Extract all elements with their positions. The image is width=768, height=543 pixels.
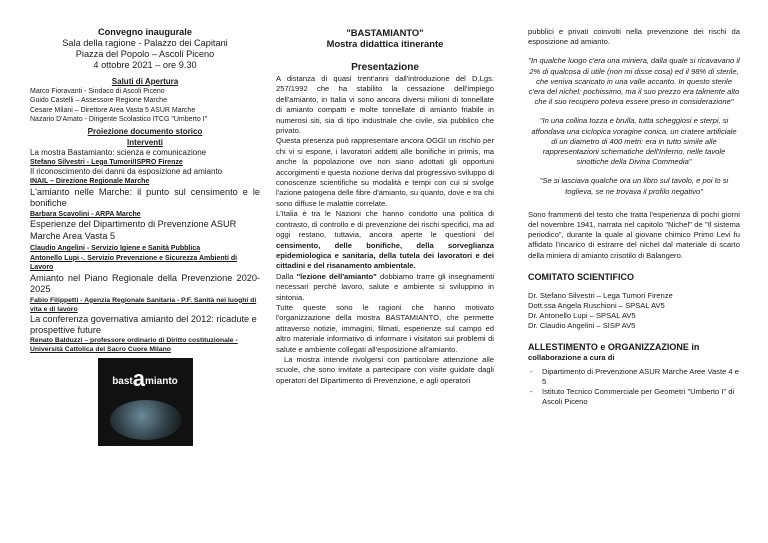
comitato-member: Dr. Stefano Silvestri – Lega Tumori Firenze bbox=[528, 290, 673, 300]
intervento-topic: La conferenza governativa amianto del 2012: ricadute e prospettive future bbox=[30, 313, 257, 336]
exhibit-title: "BASTAMIANTO" bbox=[346, 27, 424, 38]
intro-text: pubblici e privati coinvolti nella prevenzione dei rischi da esposizione ad amianto. bbox=[528, 27, 740, 47]
event-datetime: 4 ottobre 2021 – ore 9.30 bbox=[93, 60, 197, 70]
intervento-speaker: Claudio Angelini - Servizio Igiene e Sanità Pubblica bbox=[30, 245, 201, 253]
bastamianto-logo bbox=[98, 358, 193, 446]
intervento-topic: Esperienze del Dipartimento di Prevenzione ASUR Marche Area Vasta 5 bbox=[30, 219, 237, 241]
comitato-list bbox=[528, 291, 740, 332]
saluti-item: Nazario D'Amato - Dirigente Scolastico ITCG "Umberto I" bbox=[30, 116, 208, 124]
saluti-heading: Saluti di Apertura bbox=[111, 77, 179, 86]
levi-quote: "In una collina tozza e brulla, tutta scheggiosi e sterpi, si affondava una ciclopica voragine conica, un cratere artificiale di un diametro di 400 metri: era in tutto simile alle rappresentazioni schematiche dell'Inferno, nelle tavole sinottiche della Divina Commedia" bbox=[531, 116, 737, 167]
saluti-item: Cesare Milani – Direttore Area Vasta 5 ASUR Marche bbox=[30, 106, 196, 114]
intervento-speaker: Antonello Lupi -. Servizio Prevenzione e Sicurezza Ambienti di Lavoro bbox=[30, 254, 238, 272]
event-address: Piazza del Popolo – Ascoli Piceno bbox=[75, 49, 215, 59]
exhibit-subtitle: Mostra didattica itinerante bbox=[326, 38, 444, 49]
paragraph: Sono frammenti del testo che tratta l'esperienza di pochi giorni del novembre 1941, narrata nel capitolo "Nichel" de "Il sistema periodico", durante la quale al giovane chimico Primo Levi fu affidato l'incarico di estrarre del nichel dal materiale di scarto della miniera di amianto crisotilo di Balangero. bbox=[528, 209, 740, 260]
saluti-list bbox=[30, 87, 260, 125]
section-title: Presentazione bbox=[351, 62, 419, 73]
intervento-topic: Amianto nel Piano Regionale della Prevenzione 2020-2025 bbox=[30, 272, 260, 295]
interventi-list bbox=[30, 148, 260, 355]
event-title: Convegno inaugurale bbox=[98, 27, 192, 37]
intervento-speaker: Stefano Silvestri - Lega Tumori/ISPRO Firenze bbox=[30, 158, 183, 166]
paragraph: Tutte queste sono le ragioni che hanno motivato l'organizzazione della mostra BASTAMIANTO, che permette attraverso notizie, immagini, filmati, esperienze sul campo ed altro materiale informativo di informare i visitatori sui problemi di salute e ambiente collegati all'esposizione all'amianto. bbox=[276, 302, 494, 354]
paragraph: Dalla "lezione dell'amianto" dobbiamo trarre gli insegnamenti necessari perché lavoro, salute e ambiente si sviluppino in sintonia. bbox=[276, 271, 495, 302]
paragraph: A distanza di quasi trent'anni dall'introduzione del D.Lgs. 257/1992 che ha stabilito la cessazione dell'impiego dell'amianto, in Italia vi sono ancora diversi milioni di tonnellate di amianto compatti e molte tonnellate di amianto friabile in numerosi siti, sia di tipo industriale che civile, sia pubblico che privato. bbox=[276, 74, 494, 136]
levi-quote: "In qualche luogo c'era una miniera, dalla quale si ricavavano il 2% di qualcosa di utile (non mi disse cosa) ed il 98% di sterile, che veniva scaricato in una valle accanto. In questo sterile c'era del nichel: pochissimo, ma il suo prezzo era talmente alto che il suo recupero poteva essere preso in considerazione" bbox=[528, 56, 740, 107]
intervento-speaker: Barbara Scavolini - ARPA Marche bbox=[30, 210, 141, 218]
comitato-member: Dr. Antonello Lupi – SPSAL AV5 bbox=[528, 311, 636, 321]
paragraph: Questa presenza può rappresentare ancora OGGI un rischio per chi vi si espone, i lavoratori addetti alle bonifiche in primis, ma anche la popolazione ove non siano adottati gli opportuni accorgimenti e questa nozione deriva dal progressivo sviluppo di conoscenze scientifiche su modalità e tempi con cui si svolge l'azione patogena delle fibre d'amianto, su quanto, dove e tra chi sono diffuse le malattie correlate. bbox=[276, 136, 494, 208]
intervento-speaker: Renato Balduzzi – professore ordinario di Diritto costituzionale - Università Cattolica del Sacro Cuore Milano bbox=[30, 337, 238, 354]
allestimento-heading: ALLESTIMENTO e ORGANIZZAZIONE in bbox=[528, 341, 700, 352]
interventi-heading: Interventi bbox=[126, 137, 163, 147]
comitato-heading: COMITATO SCIENTIFICO bbox=[528, 271, 634, 282]
crater-image bbox=[110, 400, 182, 440]
event-header bbox=[30, 27, 260, 71]
saluti-item: Guido Castelli – Assessore Regione Marche bbox=[30, 97, 167, 105]
allestimento-item: - Istituto Tecnico Commerciale per Geometri "Umberto I" di Ascoli Piceno bbox=[528, 387, 740, 407]
intervento-topic: Il riconoscimento dei danni da esposizione ad amianto bbox=[30, 167, 223, 177]
intervento-topic: La mostra Bastamianto: scienza e comunicazione bbox=[30, 147, 207, 157]
intervento-speaker: Fabio Filippetti - Agenzia Regionale Sanitaria - P.F. Sanità nei luoghi di vita e di lavoro bbox=[30, 296, 257, 313]
logo-wordmark: bastamianto bbox=[112, 366, 178, 392]
proiezione-heading: Proiezione documento storico bbox=[87, 126, 203, 136]
levi-quote: "Se si lasciava qualche ora un libro sul tavolo, e poi lo si toglieva, se ne trovava il profilo negativo" bbox=[539, 176, 729, 196]
saluti-item: Marco Fioravanti - Sindaco di Ascoli Piceno bbox=[30, 88, 165, 95]
comitato-member: Dr. Claudio Angelini – SISP AV5 bbox=[528, 321, 636, 331]
presentation-column bbox=[276, 0, 494, 386]
program-column bbox=[30, 0, 260, 446]
comitato-member: Dott.ssa Angela Ruschioni – SPSAL AV5 bbox=[528, 301, 665, 311]
paragraph: La mostra intende rivolgersi con particolare attenzione alle scuole, che sono invitate a partecipare con visite guidate dagli operatori del Dipartimento di Prevenzione, e agli operatori bbox=[276, 354, 494, 385]
intervento-speaker: INAIL – Direzione Regionale Marche bbox=[30, 178, 150, 186]
event-venue: Sala della ragione - Palazzo dei Capitani bbox=[62, 38, 228, 48]
allestimento-item: - Dipartimento di Prevenzione ASUR Marche Aree Vaste 4 e 5 bbox=[528, 367, 740, 387]
paragraph: L'Italia è tra le Nazioni che hanno condotto una politica di contrasto, di controllo e di prevenzione dei rischi specifici, ma ad oggi restano, tuttavia, ancora aperte le questioni del censimento, delle bonifiche, della sorveglianza epidemiologica e sanitaria, della tutela dei lavoratori e dei cittadini e del risanamento ambientale. bbox=[276, 209, 494, 271]
allestimento-sub: collaborazione a cura di bbox=[528, 352, 615, 362]
info-column bbox=[528, 0, 740, 408]
allestimento-list bbox=[528, 367, 740, 408]
intervento-topic: L'amianto nelle Marche: il punto sul censimento e le bonifiche bbox=[30, 186, 260, 209]
